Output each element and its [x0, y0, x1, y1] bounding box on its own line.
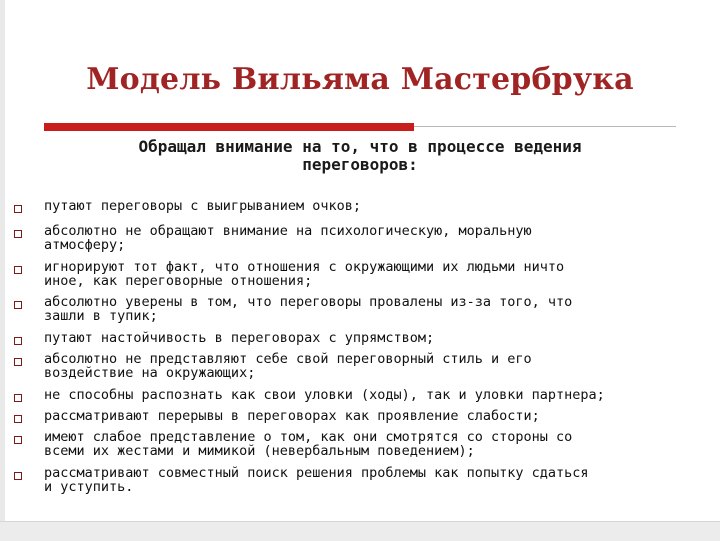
list-item: абсолютно не представляют себе свой переговорный стиль и его воздействие на окружающих; [44, 351, 532, 381]
title-underline-accent [44, 123, 414, 131]
bullet-square-icon [14, 472, 22, 480]
bullet-square-icon [14, 436, 22, 444]
bullet-square-icon [14, 394, 22, 402]
list-item: игнорируют тот факт, что отношения с окружающими их людьми ничто иное, как переговорные отношения; [44, 259, 565, 289]
slide-subtitle: Обращал внимание на то, что в процессе ведения переговоров: [138, 137, 582, 174]
list-item: путают настойчивость в переговорах с упрямством; [44, 330, 435, 346]
list-item: рассматривают совместный поиск решения проблемы как попытку сдаться и уступить. [44, 465, 589, 495]
list-item: не способны распознать как свои уловки (ходы), так и уловки партнера; [44, 387, 605, 403]
list-item: имеют слабое представление о том, как они смотрятся со стороны со всеми их жестами и мимикой (невербальным поведением); [44, 429, 573, 459]
bullet-square-icon [14, 205, 22, 213]
bullet-square-icon [14, 266, 22, 274]
list-item: абсолютно не обращают внимание на психологическую, моральную атмосферу; [44, 223, 532, 253]
list-item: путают переговоры с выигрыванием очков; [44, 198, 361, 214]
bullet-square-icon [14, 301, 22, 309]
bullet-square-icon [14, 230, 22, 238]
slide-frame-bottom [0, 521, 720, 541]
bullet-square-icon [14, 358, 22, 366]
list-item: рассматривают перерывы в переговорах как проявление слабости; [44, 408, 540, 424]
bullet-square-icon [14, 337, 22, 345]
bullet-square-icon [14, 415, 22, 423]
title-underline-thin [414, 126, 676, 127]
list-item: абсолютно уверены в том, что переговоры провалены из-за того, что зашли в тупик; [44, 294, 573, 324]
slide-title: Модель Вильяма Мастербрука [86, 62, 634, 97]
